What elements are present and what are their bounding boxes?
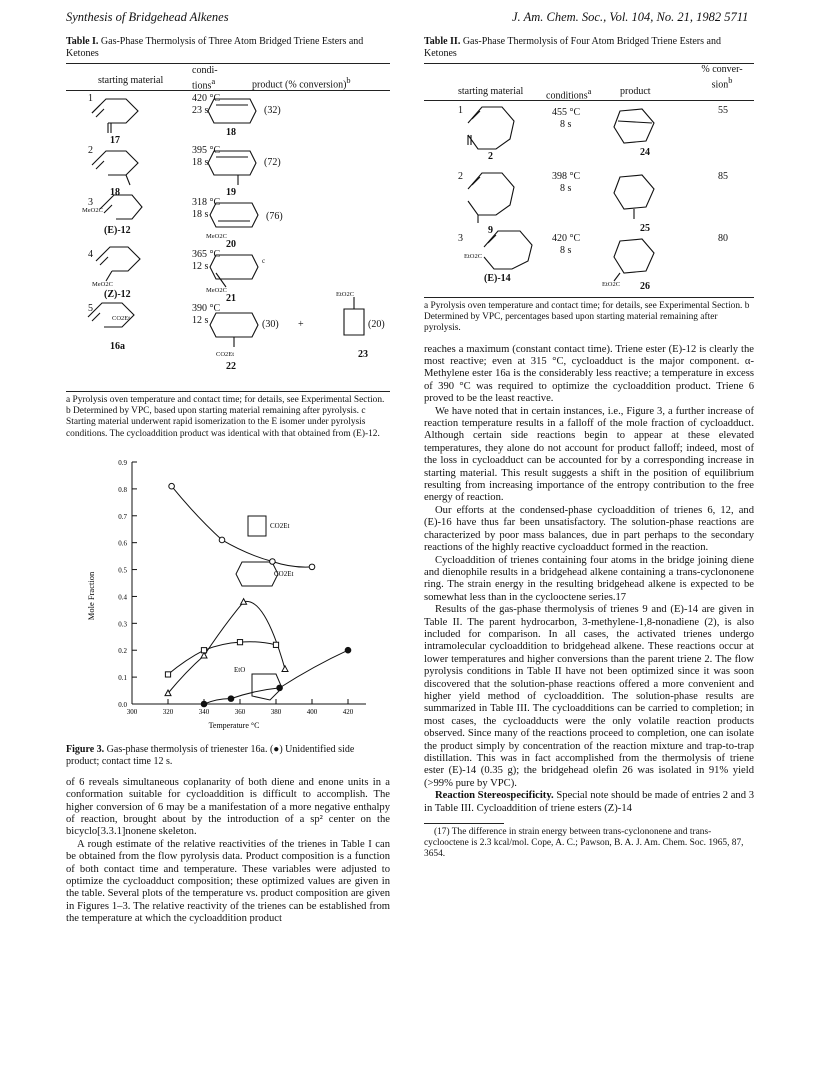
t1-time-2: 18 s xyxy=(192,157,209,168)
running-head-left: Synthesis of Bridgehead Alkenes xyxy=(66,10,229,24)
data-point xyxy=(345,647,351,653)
structure-26 xyxy=(614,239,654,273)
t1-pct-2: (72) xyxy=(264,157,281,168)
running-head-right: J. Am. Chem. Soc., Vol. 104, No. 21, 1982 5711 xyxy=(512,10,749,24)
t2-sm-3: (E)-14 xyxy=(484,273,511,284)
t2-entry-3: 3 xyxy=(458,233,463,244)
t2-temp-2: 398 °C xyxy=(552,171,581,182)
t1-time-5: 12 s xyxy=(192,315,209,326)
stereo-heading: Reaction Stereospecificity. xyxy=(435,790,554,802)
t1-pct-3: (76) xyxy=(266,211,283,222)
fig3-struct-label-top: CO2Et xyxy=(270,521,290,530)
t1-temp-1: 420 °C xyxy=(192,93,221,104)
data-point xyxy=(219,537,225,543)
fig3-struct-top xyxy=(248,516,266,536)
figure3-caption: Figure 3. Gas-phase thermolysis of trienester 16a. (●) Unidentified side product; contact time 12 s. xyxy=(66,743,355,767)
t2-sm-2: 9 xyxy=(488,225,493,236)
table1-caption-text: Gas-Phase Thermolysis of Three Atom Bridged Triene Esters and Ketones xyxy=(66,36,364,59)
figure3-chart xyxy=(66,446,390,742)
x-tick-label: 340 xyxy=(198,707,210,716)
series-line xyxy=(168,601,285,693)
right-par-3: Our efforts at the condensed-phase cycloaddition of trienes 6, 12, and (E)-16 have thus far been unsatisfactory. The solution-phase reactions are characterized by poor mass balances, due in part perhaps to the secondary reactions of the highly reactive cycloadduct formed in the reaction. xyxy=(424,504,754,554)
t1-prod-1: 18 xyxy=(226,127,236,138)
left-column xyxy=(66,36,390,926)
t1-entry-1: 1 xyxy=(88,93,93,104)
t1-prod-sub-3: MeO2C xyxy=(206,233,227,240)
table1-caption-label: Table I. xyxy=(66,36,99,47)
table1-col-starting: starting material xyxy=(98,75,164,86)
t2-prod-1: 24 xyxy=(640,147,650,158)
t1-sm-2: 18 xyxy=(110,187,120,198)
table2-footnote: a Pyrolysis oven temperature and contact time; for details, see Experimental Section. b Determined by VPC, percentages based upon starting material remaining after pyrolysis. xyxy=(424,301,750,334)
structure-17 xyxy=(92,99,138,123)
fig3-xlabel: Temperature °C xyxy=(208,720,260,730)
x-tick-label: 320 xyxy=(162,707,174,716)
t1-prod-sub-5: CO2Et xyxy=(216,351,235,358)
t1-prod-sub-4: MeO2C xyxy=(206,287,227,294)
data-point xyxy=(309,564,315,570)
y-tick-label: 0.8 xyxy=(118,485,127,494)
fig3-struct-label-bot: EtO xyxy=(234,665,246,674)
x-tick-label: 380 xyxy=(270,707,282,716)
table2-caption: Table II. Gas-Phase Thermolysis of Four Atom Bridged Triene Esters and Ketones xyxy=(424,36,721,59)
t2-entry-2: 2 xyxy=(458,171,463,182)
x-tick-label: 420 xyxy=(342,707,354,716)
t1-sm-4: (Z)-12 xyxy=(104,289,131,300)
t2-sm-sub-3: EtO2C xyxy=(464,253,483,260)
structure-18-sm xyxy=(92,151,138,175)
y-tick-label: 0.7 xyxy=(118,512,127,521)
t1-prod-sup-4: c xyxy=(262,257,266,265)
data-point xyxy=(228,696,234,702)
t1-temp-5: 390 °C xyxy=(192,303,221,314)
data-point xyxy=(277,685,283,691)
y-tick-label: 0.3 xyxy=(118,620,127,629)
left-par-2: A rough estimate of the relative reactivities of the trienes in Table I can be obtained from the flow pyrolysis data. Product composition is a function of both contact time and temperature. These variables were adjusted to optimize the cycloadduct composition; these optimized values are given in the table. Several plots of the temperature vs. product composition are given in Figures 1–3. The relative reactivity of the trienes can be established from the temperature at which the cycloaddition product xyxy=(66,838,390,925)
x-tick-label: 360 xyxy=(234,707,246,716)
fig3-struct-label-mid: CO2Et xyxy=(274,569,294,578)
t1-prod-2: 19 xyxy=(226,187,236,198)
table2-col-conditions: conditions$^a$ xyxy=(546,87,592,102)
t1-entry-4: 4 xyxy=(88,249,93,260)
table1-body xyxy=(66,91,390,391)
y-tick-label: 0.6 xyxy=(118,539,127,548)
y-tick-label: 0.1 xyxy=(118,673,127,682)
table2-col-starting: starting material xyxy=(458,86,524,97)
t2-prod-3: 26 xyxy=(640,281,650,292)
t1-entry-2: 2 xyxy=(88,145,93,156)
t2-entry-1: 1 xyxy=(458,105,463,116)
structure-24 xyxy=(614,109,654,143)
t2-pct-3: 80 xyxy=(718,233,728,244)
data-point xyxy=(282,666,288,672)
y-tick-label: 0.5 xyxy=(118,566,127,575)
t1-pct-5: (30) xyxy=(262,319,279,330)
t1-sm-1: 17 xyxy=(110,135,120,146)
structure-E-12 xyxy=(100,195,142,219)
t2-prod-sub-3: EtO2C xyxy=(602,281,621,288)
structure-9 xyxy=(468,173,514,215)
y-tick-label: 0.2 xyxy=(118,647,127,656)
t2-time-2: 8 s xyxy=(560,183,572,194)
t2-temp-3: 420 °C xyxy=(552,233,581,244)
t1-pct-1: (32) xyxy=(264,105,281,116)
fig3-struct-mid xyxy=(236,562,278,586)
y-tick-label: 0.9 xyxy=(118,458,127,467)
t2-time-1: 8 s xyxy=(560,119,572,130)
t1-time-4: 12 s xyxy=(192,261,209,272)
t1-prod2-5: 23 xyxy=(358,349,368,360)
structure-25 xyxy=(614,175,654,209)
t1-prod2-sub-5: EtO2C xyxy=(336,291,355,298)
y-tick-label: 0.4 xyxy=(118,593,127,602)
t1-sm-sub-5: CO2Et xyxy=(112,315,131,322)
t1-time-3: 18 s xyxy=(192,209,209,220)
data-point xyxy=(201,647,206,652)
t1-prod-3: 20 xyxy=(226,239,236,250)
table2-body xyxy=(424,101,754,297)
right-column xyxy=(424,36,754,861)
series-line xyxy=(204,650,348,704)
footnote-rule xyxy=(424,823,504,824)
t1-entry-3: 3 xyxy=(88,197,93,208)
data-point xyxy=(201,701,207,707)
structure-Z-12 xyxy=(96,247,140,271)
table2-structures xyxy=(424,101,754,297)
t2-temp-1: 455 °C xyxy=(552,107,581,118)
table1-header xyxy=(66,64,390,90)
table1-col-product: product (% conversion)$^b$ xyxy=(252,76,351,91)
t1-temp-4: 365 °C xyxy=(192,249,221,260)
data-point xyxy=(273,642,278,647)
series-line xyxy=(172,486,312,567)
table2-col-pct: % conver-sion$^b$ xyxy=(701,64,743,91)
x-tick-label: 400 xyxy=(306,707,318,716)
stereo-text: Special note should be made of entries 2 and 3 in Table III. Cycloaddition of triene esters (Z)-14 xyxy=(424,790,754,814)
right-body-text xyxy=(424,344,754,815)
t1-pct2-5: (20) xyxy=(368,319,385,330)
t1-prod-4: 21 xyxy=(226,293,236,304)
t1-prod-5: 22 xyxy=(226,361,236,372)
table2-bottom-rule xyxy=(424,297,754,298)
left-par-1: of 6 reveals simultaneous coplanarity of both diene and enone units in a conformation suitable for cycloaddition is difficult to accomplish. The higher conversion of 6 may be a manifestation of a more negative enthalpy of reaction, brought about by the introduction of a sp² center on the bicyclo[3.3.1]nonene skeleton. xyxy=(66,776,390,838)
t1-sm-3: (E)-12 xyxy=(104,225,131,236)
t1-temp-3: 318 °C xyxy=(192,197,221,208)
t2-pct-2: 85 xyxy=(718,171,728,182)
series-line xyxy=(168,642,276,675)
t2-pct-1: 55 xyxy=(718,105,728,116)
t1-temp-2: 395 °C xyxy=(192,145,221,156)
table2-header xyxy=(424,64,754,100)
data-point xyxy=(270,559,276,565)
x-tick-label: 300 xyxy=(126,707,138,716)
t1-entry-5: 5 xyxy=(88,303,93,314)
table2-col-product: product xyxy=(620,86,651,97)
structure-22 xyxy=(210,313,258,337)
t2-time-3: 8 s xyxy=(560,245,572,256)
t1-sm-sub-4: MeO2C xyxy=(92,281,113,288)
t1-sm-sub-3: MeO2C xyxy=(82,207,103,214)
y-tick-label: 0.0 xyxy=(118,700,127,709)
data-point xyxy=(165,672,170,677)
right-par-2: We have noted that in certain instances, i.e., Figure 3, a further increase of reaction temperature results in a falloff of the mole fraction of cycloadduct. Although certain side reactions begin to appear at these elevated temperatures, they alone do not account for product falloff; indeed, most of the loss in cycloadduct can be accounted for by a corresponding increase in starting material. This result suggests a shift in the position of equilibrium resulting from increasing importance of the entropy contribution to the free energy of reaction. xyxy=(424,405,754,504)
left-body-text xyxy=(66,777,390,926)
right-par-5: Results of the gas-phase thermolysis of trienes 9 and (E)-14 are given in Table II. The parent hydrocarbon, 3-methylene-1,8-nonadiene (2), is also included for comparison. In all cases, the activated trienes undergo intramolecular cycloaddition to bridgehead alkene. These reactions occur at lower temperatures and higher conversions than the parent triene 2. The flow pyrolysis conditions in Table II have not been optimized since it was soon discovered that the solution-phase reactions offered a more convenient and higher yield method of cycloaddition. The solution-phase results are summarized in Table III. The cycloadditions can be carried to completion; in most cases, the cycloadducts were the only volatile reaction products observed. Since many of the reactions proceed to completion, one can isolate the product simply by concentration of the reaction mixture and trap-to-trap distillation. This was in fact accomplished from the thermolysis of triene ester (E)-14 (0.35 g); the bridgehead olefin 26 was isolated in 91% yield (>99% pure by VPC). xyxy=(424,604,754,789)
t1-time-1: 23 s xyxy=(192,105,209,116)
footnote-17: (17) The difference in strain energy between trans-cyclononene and trans-cyclooctene is 2.3 kcal/mol. Cope, A. C.; Pawson, B. A. J. Am. Chem. Soc. 1965, 87, 3654. xyxy=(424,827,744,860)
right-par-4: Cycloaddition of trienes containing four atoms in the bridge joining diene and dienophile results in a bridgehead alkene containing a trans-cyclononene ring. The strain energy in the resulting bridgehead alkene is expected to be somewhat less than in the cyclooctene series.17 xyxy=(424,554,754,603)
t1-sm-5: 16a xyxy=(110,341,125,352)
table1-col-conditions: condi-tions$^a$ xyxy=(192,65,218,92)
right-par-6 xyxy=(424,790,754,815)
t2-sm-1: 2 xyxy=(488,151,493,162)
data-point xyxy=(169,483,175,489)
table1-footnote: a Pyrolysis oven temperature and contact time; for details, see Experimental Section. b Determined by VPC, based upon starting material remaining after pyrolysis. c Starting material underwent rapid isomerization to the E isomer under pyrolysis conditions. The cycloaddition product was identical with that obtained from (E)-12. xyxy=(66,395,385,439)
structure-23 xyxy=(344,309,364,335)
right-par-1: reaches a maximum (constant contact time). Triene ester (E)-12 is clearly the most reactive; even at 315 °C, cycloadduct is the major component. α-Methylene ester 16a is the considerably less reactive; a temperature in excess of 390 °C was required to optimize the cycloaddition product. Triene 6 proved to be the least reactive. xyxy=(424,343,754,405)
fig3-ylabel: Mole Fraction xyxy=(86,571,96,621)
data-point xyxy=(237,639,242,644)
table1-bottom-rule xyxy=(66,391,390,392)
structure-2 xyxy=(468,107,514,149)
t1-plus-5: + xyxy=(298,319,304,330)
table1-caption xyxy=(66,36,390,60)
t2-prod-2: 25 xyxy=(640,223,650,234)
